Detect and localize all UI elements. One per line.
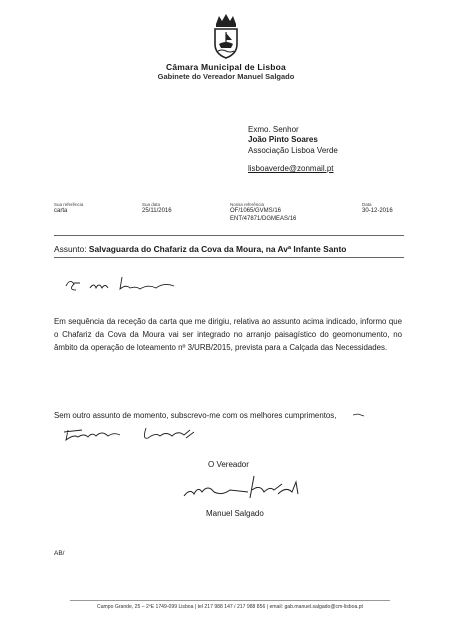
your-date-block	[142, 202, 172, 215]
recipient-name: João Pinto Soares	[248, 135, 318, 144]
office-name: Gabinete do Vereador Manuel Salgado	[157, 72, 295, 81]
date-label: Data	[362, 202, 372, 207]
date-value: 30-12-2016	[362, 208, 393, 214]
footer-divider	[70, 600, 390, 601]
date-block	[362, 202, 393, 215]
your-reference-value: carta	[54, 208, 68, 214]
subject-label: Assunto:	[54, 244, 87, 254]
your-reference-block	[54, 202, 83, 215]
our-reference-block	[230, 202, 296, 223]
reference-initials: AB/	[54, 550, 65, 557]
closing-line: Sem outro assunto de momento, subscrevo-me com os melhores cumprimentos,	[54, 411, 337, 420]
signatory-name: Manuel Salgado	[206, 509, 264, 518]
our-reference-value-2: ENT/47871/DGMEAS/16	[230, 216, 297, 222]
our-reference-value-1: OF/1065/GVMS/16	[230, 208, 282, 214]
letter-body: Em sequência da receção da carta que me dirigiu, relativa ao assunto acima indicado, informo que o Chafariz da Cova da Moura vai ser integrado no arranjo paisagístico do geomonumento, no âmbito da operação de loteamento nº 3/URB/2015, prevista para a Calçada das Necessidades.	[54, 317, 402, 352]
handwritten-greeting-signature	[64, 274, 184, 296]
recipient-salutation: Exmo. Senhor	[248, 125, 299, 134]
your-date-label: Sua data	[142, 202, 161, 207]
signatory-title: O Vereador	[208, 460, 249, 469]
subject-text: Salvaguarda do Chafariz da Cova da Moura, na Avª Infante Santo	[88, 244, 347, 254]
your-date-value: 25/11/2016	[142, 208, 172, 214]
recipient-email-link[interactable]: lisboaverde@zonmail.pt	[248, 164, 334, 173]
lisbon-coat-of-arms-icon	[208, 10, 244, 60]
closing-mark	[352, 410, 366, 418]
handwritten-signature	[182, 474, 322, 504]
recipient-organization: Associação Lisboa Verde	[248, 146, 338, 155]
your-reference-label: Sua referência	[54, 202, 84, 207]
divider-subject	[54, 257, 404, 258]
footer-contact: Campo Grande, 25 – 2ºE 1749-099 Lisboa | tel 217 988 147 / 217 988 856 | email: gab.manuel.salgado@cm-lisboa.pt	[97, 604, 363, 610]
our-reference-label: Nossa referência	[230, 202, 265, 207]
divider-top	[54, 235, 404, 236]
org-name: Câmara Municipal de Lisboa	[166, 62, 286, 72]
subject-line	[54, 244, 346, 254]
handwritten-closing-signature	[62, 422, 222, 444]
